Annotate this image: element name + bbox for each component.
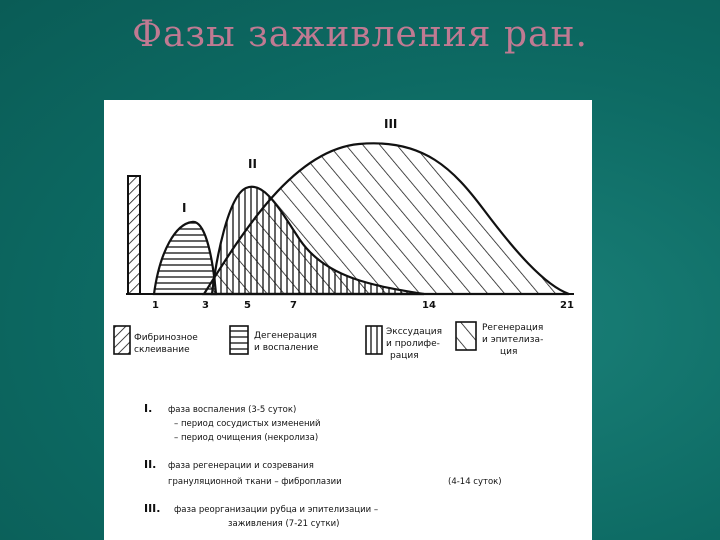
- phase-1-line3: – период очищения (некролиза): [174, 433, 319, 443]
- tick-7: 7: [290, 300, 297, 311]
- diagram-panel: [104, 100, 592, 540]
- legend-swatch-2: [230, 326, 248, 354]
- tick-1: 1: [152, 300, 159, 311]
- legend-2-line1: Дегенерация: [254, 331, 317, 341]
- tick-3: 3: [202, 300, 209, 311]
- curve-phase-1: [154, 222, 216, 294]
- legend-3-line3: рация: [390, 351, 419, 361]
- legend: [114, 322, 543, 361]
- slide-title: Фазы заживления ран.: [132, 14, 588, 55]
- fibrin-bar: [128, 176, 140, 294]
- phase-2-numeral: II.: [144, 458, 157, 471]
- legend-swatch-4: [456, 322, 476, 350]
- curve-label-3: III: [384, 117, 398, 131]
- legend-4-line3: ция: [500, 347, 518, 357]
- curve-label-2: II: [248, 157, 257, 171]
- wound-healing-diagram: [104, 100, 592, 540]
- phase-1-line2: – период сосудистых изменений: [174, 419, 321, 429]
- legend-3-line2: и пролифе-: [386, 339, 440, 349]
- legend-2-line2: и воспаление: [254, 343, 319, 353]
- phase-descriptions: [144, 402, 502, 529]
- phase-2-line3: (4-14 суток): [448, 477, 502, 487]
- phase-1-numeral: I.: [144, 402, 153, 415]
- phase-2-line1: фаза регенерации и созревания: [168, 461, 314, 471]
- tick-21: 21: [560, 300, 574, 311]
- phase-1-line1: фаза воспаления (3-5 суток): [168, 405, 297, 415]
- phase-3-line1: фаза реорганизации рубца и эпителизации –: [174, 505, 379, 515]
- legend-swatch-1: [114, 326, 130, 354]
- legend-1-line1: Фибринозное: [134, 333, 198, 343]
- tick-5: 5: [244, 300, 251, 311]
- curve-label-1: I: [182, 201, 187, 215]
- phase-3-numeral: III.: [144, 502, 161, 515]
- legend-4-line2: и эпителиза-: [482, 335, 544, 345]
- legend-1-line2: склеивание: [134, 345, 190, 355]
- phase-2-line2: грануляционной ткани – фиброплазии: [168, 477, 342, 487]
- tick-14: 14: [422, 300, 436, 311]
- legend-3-line1: Экссудация: [386, 327, 443, 337]
- legend-swatch-3: [366, 326, 382, 354]
- phase-3-line2: заживления (7-21 сутки): [228, 519, 340, 529]
- legend-4-line1: Регенерация: [482, 323, 544, 333]
